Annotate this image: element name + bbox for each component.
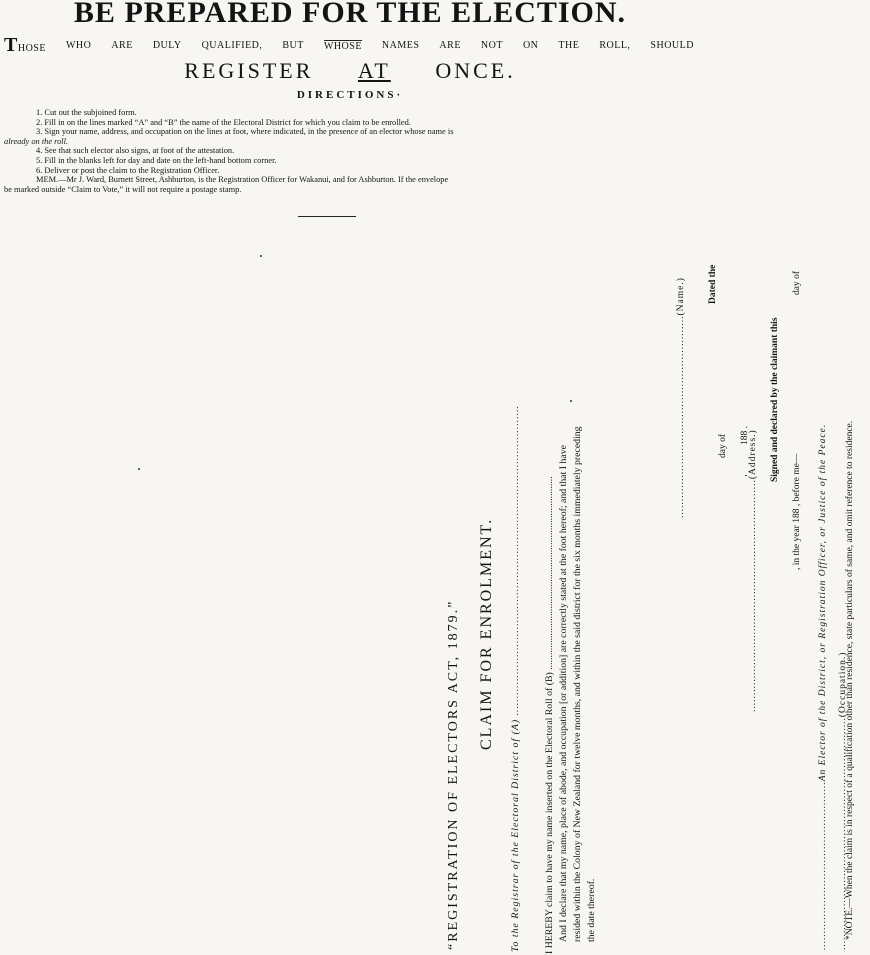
day-of-label-2: day of	[792, 270, 802, 295]
direction-4: 4. See that such elector also signs, at foot of the attestation.	[36, 146, 235, 156]
divider-rule	[298, 216, 356, 217]
subline-word-6: WHOSE	[323, 41, 362, 52]
register-word: REGISTER	[184, 58, 314, 83]
subline-word-7: NAMES	[381, 40, 420, 51]
subline-word-0: THOSE	[4, 34, 46, 56]
claim-line-2: And I declare that my name, place of abode, and occupation [or addition] are correctly stated at the foot hereof; and that I have	[558, 445, 569, 942]
print-speck	[260, 255, 262, 257]
to-registrar-line: To the Registrar of the Electoral District of (A) ..........................................................................................	[510, 404, 521, 952]
headline: BE PREPARED FOR THE ELECTION.	[73, 0, 627, 29]
year-188-label: 188 .	[740, 426, 750, 445]
dated-label: Dated the	[708, 264, 718, 304]
memo-line: MEM.—Mr J. Ward, Burnett Street, Ashburton, is the Registration Officer for Wakanui, and for Ashburton. If the envelope	[36, 175, 449, 185]
subline-word-2: ARE	[111, 40, 133, 51]
claim-line-1: I HEREBY claim to have my name inserted on the Electoral Roll of (B) ...............................................................................	[544, 476, 555, 954]
subline-word-13: SHOULD	[650, 40, 694, 51]
subline-word-9: NOT	[480, 40, 503, 51]
memo-line-continued: be marked outside “Claim to Vote,” it will not require a postage stamp.	[4, 184, 242, 194]
at-word: AT	[357, 58, 391, 83]
direction-3: 3. Sign your name, address, and occupation on the lines at foot, where indicated, in the presence of an elector whose name is	[36, 127, 454, 137]
direction-1: 1. Cut out the subjoined form.	[36, 108, 137, 117]
direction-3-continued: already on the roll.	[4, 136, 69, 146]
subline-word-1: WHO	[65, 40, 92, 51]
drop-cap: T	[4, 34, 18, 56]
signed-declared-line: Signed and declared by the claimant this	[770, 317, 780, 482]
elector-attestation-line: ..................................................An Elector of the District, or Registration Officer, or Justice of the Peace.	[818, 423, 828, 950]
subline-word-5: BUT	[282, 40, 304, 51]
direction-2: 2. Fill in on the lines marked “A” and “B” the name of the Electoral District for which you claim to be enrolled.	[36, 117, 411, 127]
name-line: ............................................................(Name.)	[676, 277, 686, 518]
subline-word-8: ARE	[439, 40, 461, 51]
claim-title: CLAIM FOR ENROLMENT.	[478, 517, 495, 750]
claim-form	[440, 120, 870, 954]
subline	[4, 34, 694, 56]
direction-5: 5. Fill in the blanks left for day and date on the left-hand bottom corner.	[36, 155, 277, 165]
subline-word-12: ROLL,	[599, 40, 631, 51]
directions-title: DIRECTIONS·	[296, 89, 404, 101]
claim-line-4: the date thereof.	[586, 878, 597, 942]
in-the-year-line: , in the year 188 , before me—	[792, 453, 802, 570]
act-title: “REGISTRATION OF ELECTORS ACT, 1879.”	[446, 599, 461, 950]
address-line: .....................................................................(Address.)	[748, 429, 758, 712]
direction-6: 6. Deliver or post the claim to the Registration Officer.	[36, 165, 220, 175]
footnote: *NOTE.—When the claim is in respect of a qualification other than residence, state particulars of same, and omit reference to residence.	[845, 420, 855, 940]
register-at-once	[0, 58, 700, 84]
subline-word-10: ON	[522, 40, 539, 51]
occupation-line: .....................................................................(Occupation.)	[838, 651, 848, 950]
once-word: ONCE.	[435, 58, 516, 83]
brace	[745, 475, 747, 476]
subline-word-4: QUALIFIED,	[201, 40, 263, 51]
subline-word-11: THE	[558, 40, 580, 51]
day-of-label: day of	[718, 433, 728, 458]
claim-line-3: resided within the Colony of New Zealand for twelve months, and within the said district for the six months immediately preceding	[572, 426, 583, 942]
print-speck	[138, 468, 140, 470]
subline-word-3: DULY	[152, 40, 182, 51]
